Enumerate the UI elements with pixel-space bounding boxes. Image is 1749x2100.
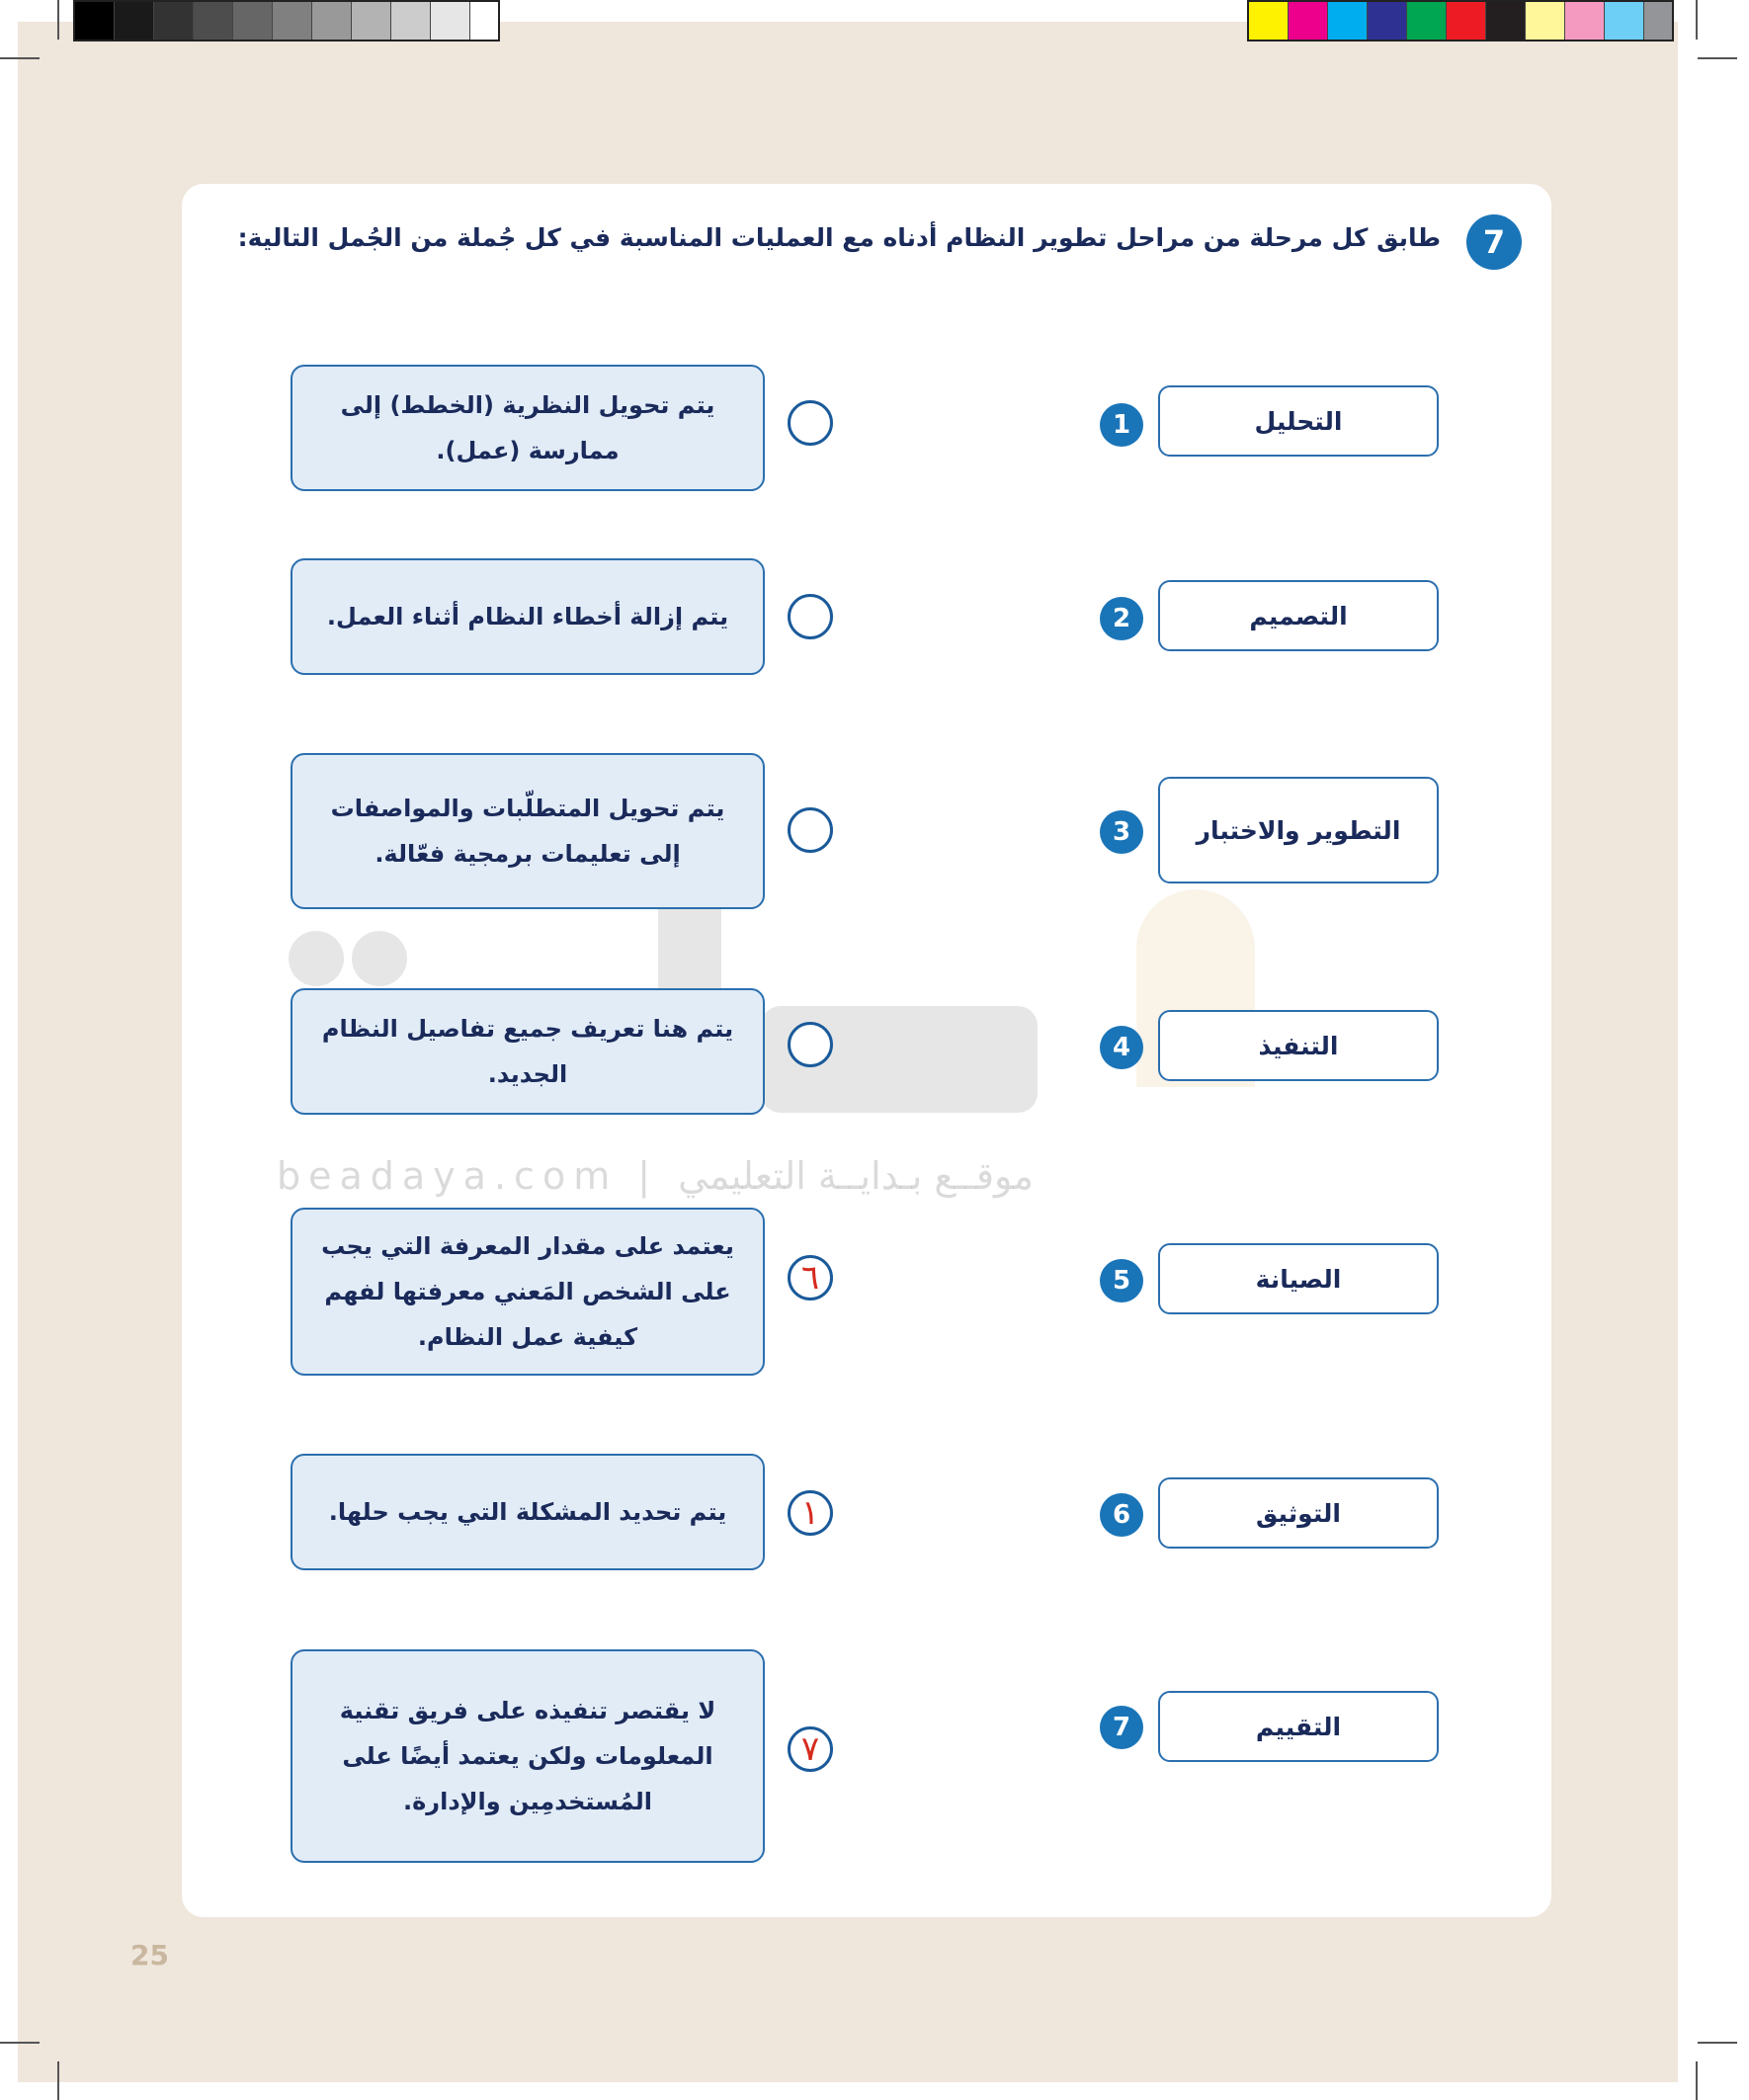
description-box: يتم تحديد المشكلة التي يجب حلها.: [291, 1454, 765, 1570]
stage-box-analysis[interactable]: التحليل: [1158, 385, 1439, 457]
description-box: يتم إزالة أخطاء النظام أثناء العمل.: [291, 558, 765, 675]
answer-circle[interactable]: ٧: [788, 1726, 833, 1772]
stage-box-evaluation[interactable]: التقييم: [1158, 1691, 1439, 1762]
stage-number: 6: [1100, 1493, 1143, 1537]
stage-number: 2: [1100, 597, 1143, 640]
stage-number: 7: [1100, 1706, 1143, 1749]
description-box: يتم تحويل النظرية (الخطط) إلى ممارسة (عمل).: [291, 365, 765, 491]
stage-number: 1: [1100, 403, 1143, 447]
crop-mark: [1696, 0, 1698, 40]
answer-circle[interactable]: [788, 1022, 833, 1067]
crop-mark: [0, 2042, 40, 2044]
answer-circle[interactable]: ٦: [788, 1255, 833, 1301]
answer-circle[interactable]: [788, 807, 833, 853]
stage-box-maintenance[interactable]: الصيانة: [1158, 1243, 1439, 1314]
stage-box-development-testing[interactable]: التطوير والاختبار: [1158, 777, 1439, 883]
watermark-dot: [289, 931, 344, 986]
description-box: يعتمد على مقدار المعرفة التي يجب على الشخص المَعني معرفتها لفهم كيفية عمل النظام.: [291, 1208, 765, 1376]
crop-mark: [0, 57, 40, 59]
stage-number: 3: [1100, 810, 1143, 854]
description-box: لا يقتصر تنفيذه على فريق تقنية المعلومات ولكن يعتمد أيضًا على المُستخدمِين والإدارة.: [291, 1649, 765, 1863]
stage-box-implementation[interactable]: التنفيذ: [1158, 1010, 1439, 1081]
page-number: 25: [130, 1939, 169, 1972]
question-number: 7: [1466, 214, 1522, 270]
crop-mark: [1698, 2042, 1737, 2044]
question-text: طابق كل مرحلة من مراحل تطوير النظام أدناه مع العمليات المناسبة في كل جُملة من الجُمل التالية:: [237, 223, 1441, 252]
crop-mark: [1698, 57, 1737, 59]
stage-number: 5: [1100, 1259, 1143, 1302]
description-box: يتم هنا تعريف جميع تفاصيل النظام الجديد.: [291, 988, 765, 1115]
page-margin: [1678, 0, 1749, 2100]
stage-box-documentation[interactable]: التوثيق: [1158, 1477, 1439, 1549]
crop-mark: [57, 0, 59, 40]
crop-mark: [1696, 2061, 1698, 2100]
stage-box-design[interactable]: التصميم: [1158, 580, 1439, 651]
answer-circle[interactable]: [788, 594, 833, 639]
watermark-text: beadaya.com | موقــع بـدايــة التعليمي: [277, 1154, 1035, 1198]
stage-number: 4: [1100, 1026, 1143, 1069]
description-box: يتم تحويل المتطلّبات والمواصفات إلى تعليمات برمجية فعّالة.: [291, 753, 765, 909]
answer-circle[interactable]: [788, 400, 833, 446]
watermark-dot: [352, 931, 407, 986]
crop-mark: [57, 2061, 59, 2100]
answer-circle[interactable]: ١: [788, 1490, 833, 1536]
color-bar: [1247, 0, 1674, 42]
grayscale-bar: [73, 0, 500, 42]
